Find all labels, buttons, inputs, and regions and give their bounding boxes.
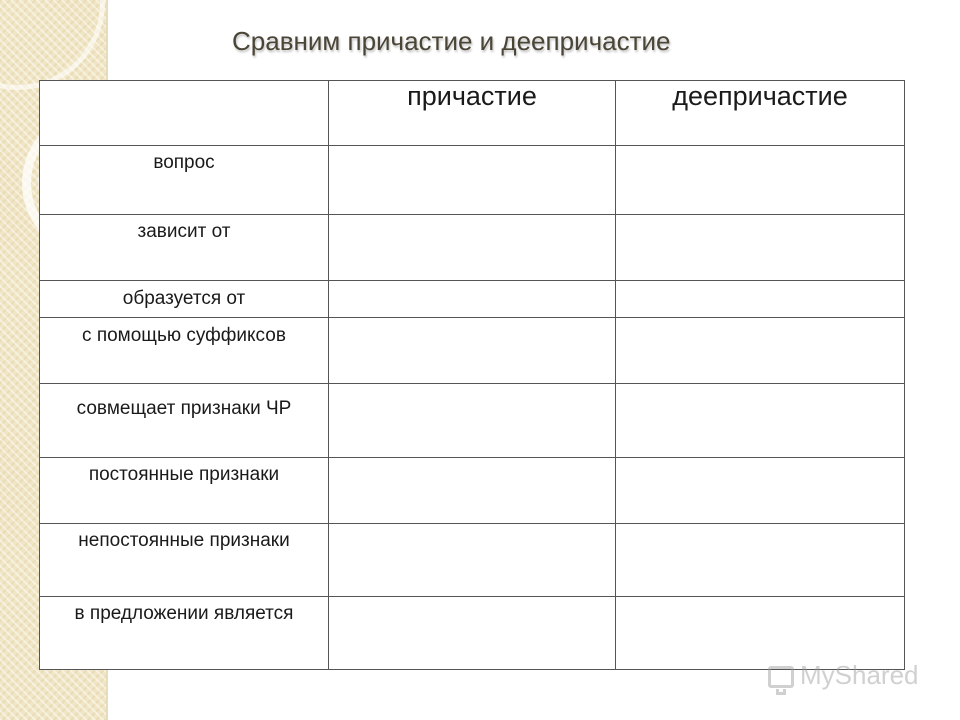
row-label: постоянные признаки — [40, 458, 329, 524]
table-row — [40, 146, 905, 215]
header-corner-cell — [40, 81, 329, 146]
watermark — [768, 660, 919, 691]
slide-title: Сравним причастие и деепричастие — [232, 26, 671, 56]
participle-cell[interactable] — [329, 524, 616, 597]
comparison-table — [39, 80, 905, 670]
row-label: зависит от — [40, 215, 329, 281]
table-row — [40, 524, 905, 597]
watermark-text: MyShared — [800, 660, 919, 690]
row-label: непостоянные признаки — [40, 524, 329, 597]
gerund-cell[interactable] — [616, 215, 905, 281]
participle-cell[interactable] — [329, 215, 616, 281]
header-participle: причастие — [329, 81, 616, 146]
participle-cell[interactable] — [329, 597, 616, 670]
participle-cell[interactable] — [329, 458, 616, 524]
gerund-cell[interactable] — [616, 597, 905, 670]
gerund-cell[interactable] — [616, 524, 905, 597]
row-label: вопрос — [40, 146, 329, 215]
row-label: с помощью суффиксов — [40, 318, 329, 384]
table-header-row — [40, 81, 905, 146]
gerund-cell[interactable] — [616, 458, 905, 524]
participle-cell[interactable] — [329, 318, 616, 384]
table-row — [40, 281, 905, 318]
table-row — [40, 215, 905, 281]
table-row — [40, 384, 905, 458]
gerund-cell[interactable] — [616, 318, 905, 384]
row-label: совмещает признаки ЧР — [40, 384, 329, 458]
participle-cell[interactable] — [329, 281, 616, 318]
participle-cell[interactable] — [329, 146, 616, 215]
gerund-cell[interactable] — [616, 384, 905, 458]
table-row — [40, 458, 905, 524]
gerund-cell[interactable] — [616, 146, 905, 215]
table-row — [40, 318, 905, 384]
row-label: образуется от — [40, 281, 329, 318]
row-label: в предложении является — [40, 597, 329, 670]
table-row — [40, 597, 905, 670]
monitor-icon — [768, 666, 794, 688]
gerund-cell[interactable] — [616, 281, 905, 318]
participle-cell[interactable] — [329, 384, 616, 458]
header-gerund: деепричастие — [616, 81, 905, 146]
